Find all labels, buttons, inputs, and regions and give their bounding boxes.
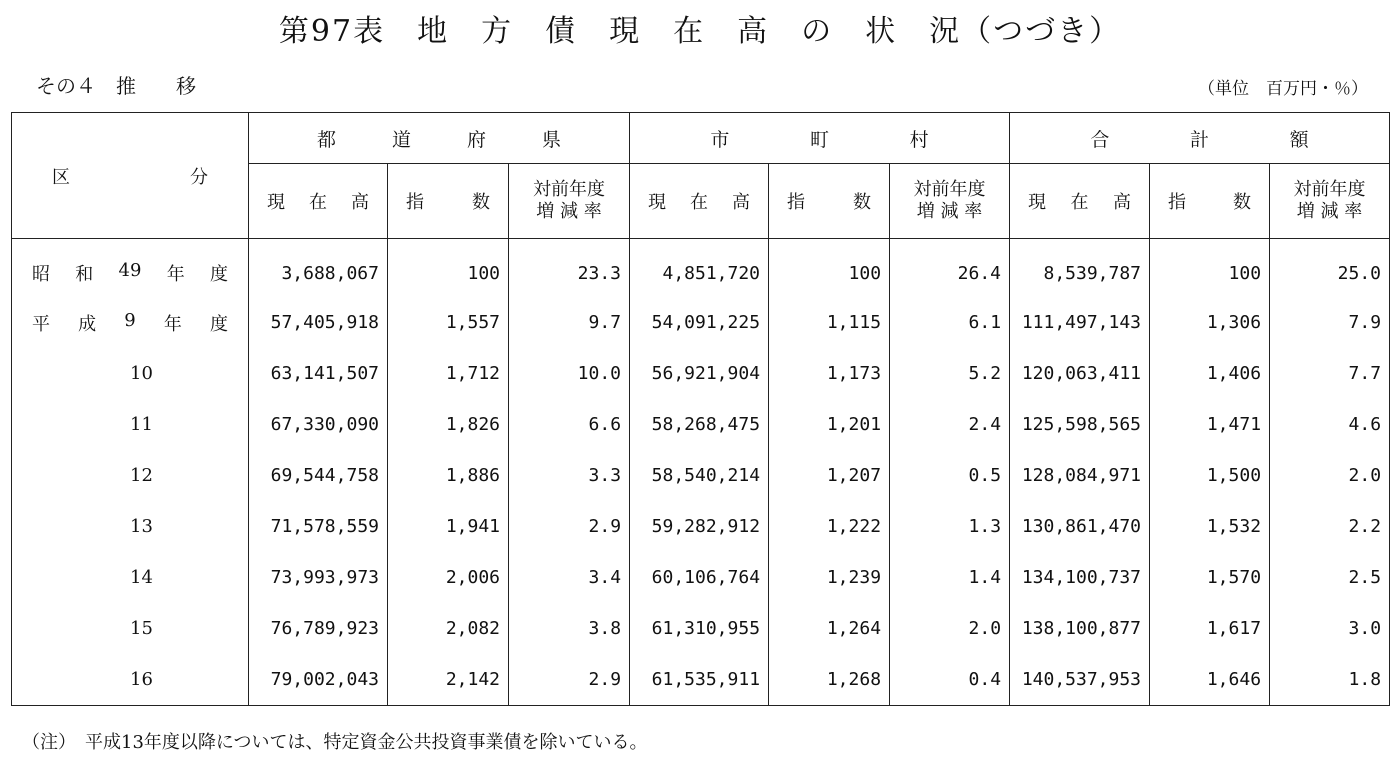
cell-change-rate: 7.7: [1270, 348, 1390, 399]
year-label: 15: [130, 618, 153, 639]
row-label: [12, 654, 249, 706]
cell-change-rate: 2.9: [509, 501, 630, 552]
kubun-char: 分: [190, 166, 208, 188]
subheader-change-rate: [890, 164, 1010, 239]
era-char: 年: [163, 313, 182, 335]
cell-balance: 140,537,953: [1010, 654, 1150, 706]
subheader-char: 在: [309, 192, 327, 213]
cell-change-rate: 10.0: [509, 348, 630, 399]
era-char: 9: [124, 309, 136, 331]
table-row: [12, 552, 1390, 603]
cell-balance: 63,141,507: [249, 348, 388, 399]
cell-index: 1,471: [1150, 399, 1270, 450]
table-row: [12, 501, 1390, 552]
cell-balance: 61,310,955: [630, 603, 769, 654]
group-header-municipalities: [630, 113, 1010, 164]
cell-change-rate: 2.5: [1270, 552, 1390, 603]
era-char: 度: [209, 264, 228, 285]
subheader-index: [388, 164, 509, 239]
cell-change-rate: 0.5: [890, 450, 1010, 501]
subheader-char: 指: [1168, 192, 1187, 213]
cell-change-rate: 25.0: [1270, 239, 1390, 298]
cell-index: 100: [1150, 239, 1270, 298]
cell-change-rate: 2.9: [509, 654, 630, 706]
era-char: 49: [118, 260, 142, 281]
cell-balance: 60,106,764: [630, 552, 769, 603]
cell-change-rate: 2.0: [890, 603, 1010, 654]
row-label: [12, 399, 249, 450]
subheader-char: 指: [406, 192, 424, 213]
cell-balance: 138,100,877: [1010, 603, 1150, 654]
year-label: 14: [130, 567, 153, 588]
cell-balance: 134,100,737: [1010, 552, 1150, 603]
cell-change-rate: 2.0: [1270, 450, 1390, 501]
debt-balance-table: [11, 112, 1390, 706]
cell-change-rate: 5.2: [890, 348, 1010, 399]
page-title: 第97表 地 方 債 現 在 高 の 状 況（つづき）: [278, 14, 1122, 49]
cell-change-rate: 6.6: [509, 399, 630, 450]
cell-change-rate: 7.9: [1270, 297, 1390, 348]
cell-index: 1,207: [769, 450, 890, 501]
subheader-char: 数: [1233, 192, 1252, 213]
cell-balance: 71,578,559: [249, 501, 388, 552]
cell-index: 1,712: [388, 348, 509, 399]
group-char: 道: [391, 128, 411, 151]
cell-balance: 58,540,214: [630, 450, 769, 501]
subheader-change-rate: [1270, 164, 1390, 239]
cell-balance: 61,535,911: [630, 654, 769, 706]
cell-index: 1,201: [769, 399, 890, 450]
cell-index: 1,570: [1150, 552, 1270, 603]
subheader-char: 数: [853, 192, 872, 213]
kubun-header: [12, 113, 249, 239]
subheader-char: 高: [351, 192, 369, 213]
subheader-balance: [630, 164, 769, 239]
cell-balance: 54,091,225: [630, 297, 769, 348]
cell-change-rate: 0.4: [890, 654, 1010, 706]
subheader-char: 高: [1113, 192, 1132, 213]
table-row: [12, 399, 1390, 450]
cell-index: 1,646: [1150, 654, 1270, 706]
group-char: 町: [810, 128, 830, 151]
row-label: [12, 297, 249, 348]
subheader-char: 数: [472, 192, 490, 213]
subheader-char: 現: [1028, 192, 1047, 213]
cell-change-rate: 4.6: [1270, 399, 1390, 450]
table-row: [12, 239, 1390, 298]
cell-index: 1,239: [769, 552, 890, 603]
subheader-change-rate-label: 対前年度 増 減 率: [533, 179, 606, 222]
cell-balance: 59,282,912: [630, 501, 769, 552]
table-row: [12, 603, 1390, 654]
group-char: 村: [909, 128, 929, 151]
cell-balance: 120,063,411: [1010, 348, 1150, 399]
era-char: 度: [209, 313, 228, 335]
cell-index: 100: [769, 239, 890, 298]
cell-balance: 69,544,758: [249, 450, 388, 501]
row-label: [12, 603, 249, 654]
era-char: 和: [75, 264, 94, 285]
cell-index: 1,306: [1150, 297, 1270, 348]
year-label: 12: [130, 465, 153, 486]
section-subtitle: その４ 推 移: [36, 74, 196, 98]
era-char: 成: [78, 313, 97, 335]
cell-balance: 67,330,090: [249, 399, 388, 450]
year-label: 13: [130, 516, 153, 537]
cell-balance: 57,405,918: [249, 297, 388, 348]
subheader-char: 高: [732, 192, 751, 213]
subheader-char: 現: [648, 192, 667, 213]
cell-index: 1,173: [769, 348, 890, 399]
cell-balance: 3,688,067: [249, 239, 388, 298]
year-label: 16: [130, 669, 153, 690]
cell-change-rate: 3.4: [509, 552, 630, 603]
cell-index: 1,264: [769, 603, 890, 654]
table-row: [12, 654, 1390, 706]
group-char: 合: [1090, 128, 1110, 151]
subheader-balance: [1010, 164, 1150, 239]
cell-change-rate: 3.0: [1270, 603, 1390, 654]
subheader-char: 在: [1070, 192, 1089, 213]
cell-balance: 4,851,720: [630, 239, 769, 298]
row-label: [12, 348, 249, 399]
subheader-char: 現: [267, 192, 285, 213]
cell-index: 100: [388, 239, 509, 298]
unit-label: （単位 百万円・％）: [1198, 79, 1368, 99]
subheader-change-rate: [509, 164, 630, 239]
cell-change-rate: 1.4: [890, 552, 1010, 603]
cell-index: 2,142: [388, 654, 509, 706]
cell-index: 1,500: [1150, 450, 1270, 501]
cell-change-rate: 1.3: [890, 501, 1010, 552]
cell-change-rate: 6.1: [890, 297, 1010, 348]
cell-change-rate: 9.7: [509, 297, 630, 348]
cell-balance: 73,993,973: [249, 552, 388, 603]
cell-balance: 58,268,475: [630, 399, 769, 450]
group-header-prefectures: [249, 113, 630, 164]
cell-index: 1,557: [388, 297, 509, 348]
era-char: 平: [32, 313, 50, 335]
cell-index: 2,082: [388, 603, 509, 654]
kubun-char: 区: [52, 166, 70, 188]
cell-index: 1,222: [769, 501, 890, 552]
row-label: [12, 239, 249, 298]
cell-balance: 79,002,043: [249, 654, 388, 706]
subheader-change-rate-label: 対前年度 増 減 率: [1293, 179, 1366, 222]
group-char: 都: [316, 128, 336, 151]
year-label: 11: [130, 414, 153, 435]
cell-change-rate: 26.4: [890, 239, 1010, 298]
cell-balance: 56,921,904: [630, 348, 769, 399]
cell-balance: 128,084,971: [1010, 450, 1150, 501]
subheader-char: 指: [787, 192, 806, 213]
table-row: [12, 348, 1390, 399]
cell-index: 2,006: [388, 552, 509, 603]
cell-index: 1,532: [1150, 501, 1270, 552]
group-char: 額: [1289, 128, 1309, 151]
group-header-total: [1010, 113, 1390, 164]
subheader-index: [769, 164, 890, 239]
cell-change-rate: 3.8: [509, 603, 630, 654]
group-char: 市: [710, 128, 730, 151]
row-label: [12, 450, 249, 501]
cell-change-rate: 2.4: [890, 399, 1010, 450]
table-body: [12, 239, 1390, 706]
subheader-char: 在: [690, 192, 709, 213]
cell-index: 1,826: [388, 399, 509, 450]
row-label: [12, 552, 249, 603]
cell-index: 1,941: [388, 501, 509, 552]
group-char: 計: [1190, 128, 1210, 151]
era-char: 年: [166, 264, 185, 285]
cell-index: 1,115: [769, 297, 890, 348]
footnote: （注） 平成13年度以降については、特定資金公共投資事業債を除いている。: [22, 732, 648, 753]
year-label: 10: [130, 363, 153, 384]
group-char: 県: [541, 128, 561, 151]
cell-index: 1,617: [1150, 603, 1270, 654]
cell-balance: 8,539,787: [1010, 239, 1150, 298]
subheader-balance: [249, 164, 388, 239]
cell-balance: 125,598,565: [1010, 399, 1150, 450]
cell-index: 1,406: [1150, 348, 1270, 399]
cell-index: 1,268: [769, 654, 890, 706]
cell-change-rate: 3.3: [509, 450, 630, 501]
cell-change-rate: 2.2: [1270, 501, 1390, 552]
subheader-change-rate-label: 対前年度 増 減 率: [913, 179, 986, 222]
subheader-index: [1150, 164, 1270, 239]
cell-change-rate: 1.8: [1270, 654, 1390, 706]
era-char: 昭: [32, 264, 50, 285]
table-row: [12, 450, 1390, 501]
cell-index: 1,886: [388, 450, 509, 501]
cell-change-rate: 23.3: [509, 239, 630, 298]
row-label: [12, 501, 249, 552]
cell-balance: 76,789,923: [249, 603, 388, 654]
table-row: [12, 297, 1390, 348]
cell-balance: 130,861,470: [1010, 501, 1150, 552]
group-char: 府: [466, 128, 486, 151]
cell-balance: 111,497,143: [1010, 297, 1150, 348]
